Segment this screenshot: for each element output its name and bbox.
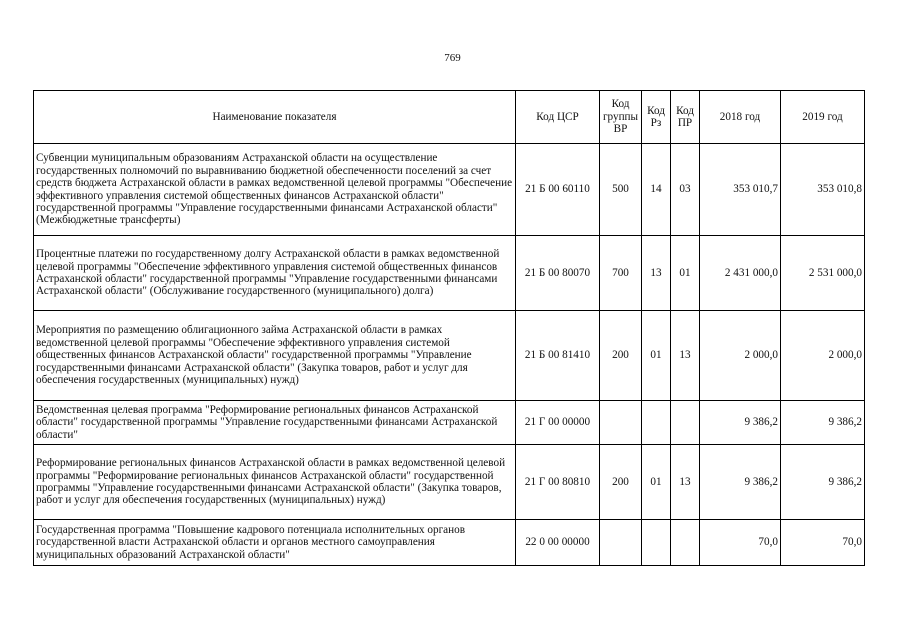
page-number: 769 [444,52,461,64]
table-row [34,520,865,566]
rz-code [642,520,671,566]
csr-code: 21 Г 00 80810 [516,445,600,520]
amount-2018: 353 010,7 [700,144,781,236]
budget-table [33,90,865,566]
header-vr: Код группы ВР [600,91,642,144]
indicator-name: Процентные платежи по государственному долгу Астраханской области в рамках ведомственной целевой программы "Обеспечение эффективного управления системой общественных финансов Астраханской области" государственной программы "Управление государственными финансами Астраханской области" (Обслуживание государственного (муниципального) долга) [34,236,516,311]
header-name: Наименование показателя [34,91,516,144]
amount-2018: 2 431 000,0 [700,236,781,311]
vr-code: 200 [600,445,642,520]
pr-code [671,401,700,445]
header-rz: Код Рз [642,91,671,144]
amount-2018: 70,0 [700,520,781,566]
rz-code: 13 [642,236,671,311]
rz-code: 14 [642,144,671,236]
csr-code: 21 Б 00 81410 [516,311,600,401]
table-row [34,401,865,445]
amount-2019: 2 000,0 [781,311,865,401]
amount-2019: 353 010,8 [781,144,865,236]
amount-2018: 9 386,2 [700,445,781,520]
header-2019: 2019 год [781,91,865,144]
csr-code: 21 Г 00 00000 [516,401,600,445]
amount-2019: 2 531 000,0 [781,236,865,311]
amount-2018: 2 000,0 [700,311,781,401]
indicator-name: Реформирование региональных финансов Астраханской области в рамках ведомственной целевой программы "Реформирование региональных финансов Астраханской области" государственной программы "Управление государственными финансами Астраханской области" (Закупка товаров, работ и услуг для обеспечения государственных (муниципальных) нужд) [34,445,516,520]
vr-code [600,401,642,445]
pr-code: 13 [671,445,700,520]
csr-code: 21 Б 00 60110 [516,144,600,236]
table-row [34,445,865,520]
csr-code: 22 0 00 00000 [516,520,600,566]
pr-code: 01 [671,236,700,311]
amount-2019: 9 386,2 [781,445,865,520]
header-csr: Код ЦСР [516,91,600,144]
amount-2019: 9 386,2 [781,401,865,445]
rz-code [642,401,671,445]
pr-code: 03 [671,144,700,236]
indicator-name: Ведомственная целевая программа "Реформирование региональных финансов Астраханской области" государственной программы "Управление государственными финансами Астраханской области" [34,401,516,445]
indicator-name: Мероприятия по размещению облигационного займа Астраханской области в рамках ведомственной целевой программы "Обеспечение эффективного управления системой общественных финансов Астраханской области" государственной программы "Управление государственными финансами Астраханской области" (Закупка товаров, работ и услуг для обеспечения государственных (муниципальных) нужд) [34,311,516,401]
table-row [34,311,865,401]
header-pr: Код ПР [671,91,700,144]
table-row [34,144,865,236]
header-row [34,91,865,144]
vr-code: 700 [600,236,642,311]
vr-code [600,520,642,566]
vr-code: 200 [600,311,642,401]
indicator-name: Государственная программа "Повышение кадрового потенциала исполнительных органов государственной власти Астраханской области и органов местного самоуправления муниципальных образований Астраханской области" [34,520,516,566]
csr-code: 21 Б 00 80070 [516,236,600,311]
vr-code: 500 [600,144,642,236]
indicator-name: Субвенции муниципальным образованиям Астраханской области на осуществление государственных полномочий по выравниванию бюджетной обеспеченности поселений за счет средств бюджета Астраханской области в рамках ведомственной целевой программы "Обеспечение эффективного управления системой общественных финансов Астраханской области" государственной программы "Управление государственными финансами Астраханской области" (Межбюджетные трансферты) [34,144,516,236]
header-2018: 2018 год [700,91,781,144]
pr-code: 13 [671,311,700,401]
rz-code: 01 [642,311,671,401]
amount-2018: 9 386,2 [700,401,781,445]
amount-2019: 70,0 [781,520,865,566]
pr-code [671,520,700,566]
table-row [34,236,865,311]
rz-code: 01 [642,445,671,520]
